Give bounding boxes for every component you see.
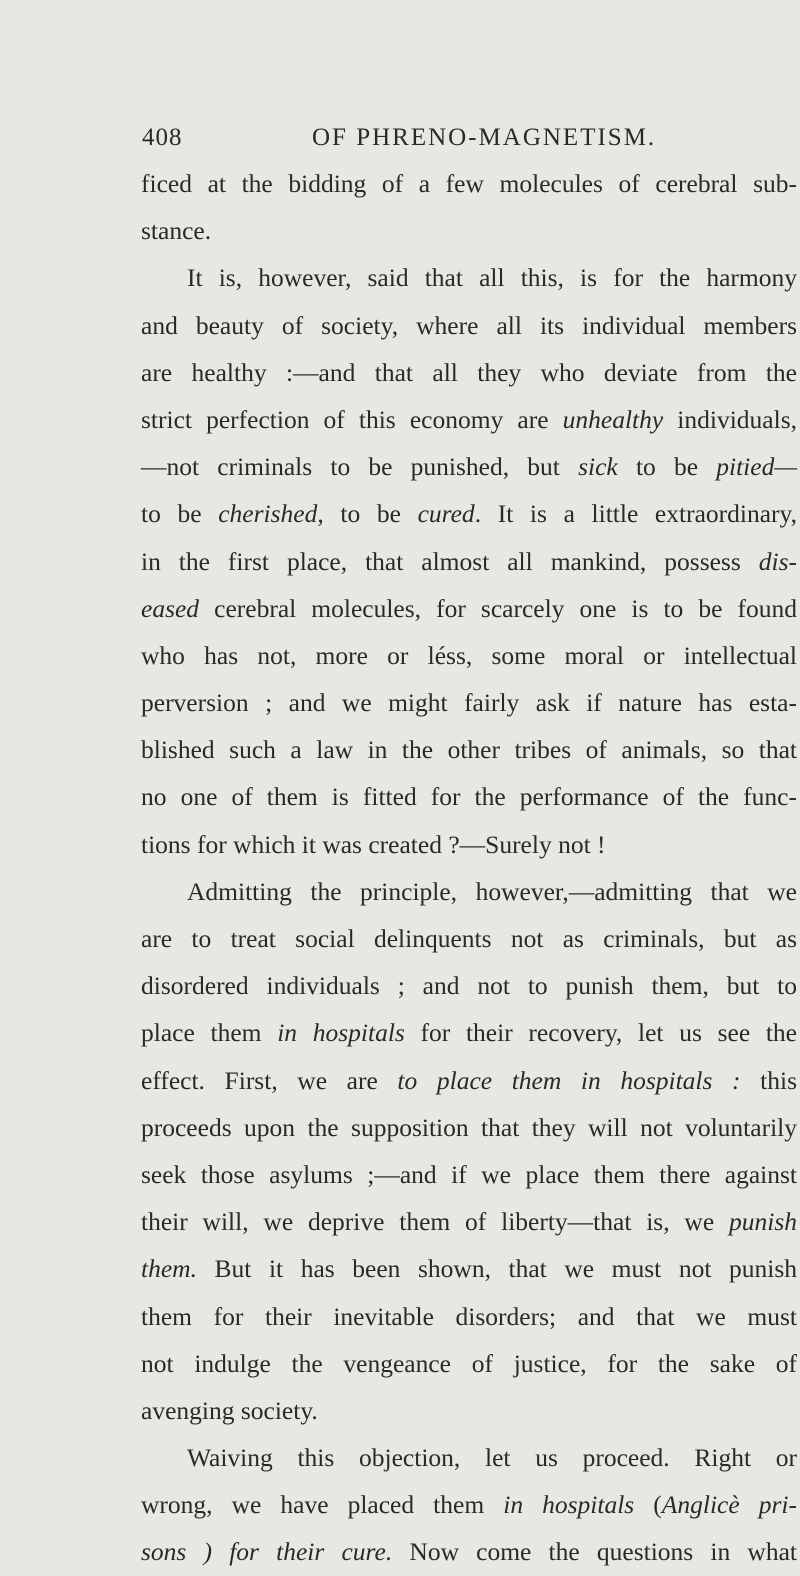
italic-text: punish <box>728 1207 797 1237</box>
text-segment: , to be <box>317 499 418 529</box>
text-line <box>141 1481 797 1528</box>
text-segment: not indulge the vengeance of justice, for the sake of <box>141 1348 797 1378</box>
text-line <box>141 632 797 679</box>
text-line <box>141 396 797 443</box>
text-line <box>141 585 797 632</box>
text-line <box>141 302 797 349</box>
text-segment: in the first place, that almost all mankind, possess <box>141 546 759 576</box>
text-line <box>141 443 797 490</box>
text-line <box>141 726 797 773</box>
italic-text: Anglicè pri- <box>661 1490 797 1520</box>
running-title: OF PHRENO-MAGNETISM. <box>312 124 657 151</box>
text-segment: strict perfection of this economy are <box>141 404 563 434</box>
italic-text: unhealthy <box>562 404 664 434</box>
text-line <box>141 349 797 396</box>
text-line <box>141 1151 797 1198</box>
text-segment: seek those asylums ;—and if we place them there against <box>141 1159 797 1189</box>
text-line <box>141 1198 797 1245</box>
text-line <box>141 915 797 962</box>
text-line <box>141 538 797 585</box>
text-line <box>141 1340 797 1387</box>
text-line <box>141 1057 797 1104</box>
text-segment: Now come the questions in what <box>392 1537 797 1567</box>
text-segment: for their recovery, let us see the <box>404 1018 797 1048</box>
text-segment: ( <box>634 1490 662 1520</box>
text-segment: to be <box>617 452 717 482</box>
text-segment: no one of them is fitted for the performance of the func- <box>141 782 797 812</box>
body-text <box>141 160 797 1576</box>
text-segment: are to treat social delinquents not as criminals, but as <box>141 924 797 953</box>
text-line <box>141 490 797 537</box>
text-segment: this <box>740 1065 797 1095</box>
italic-text: sick <box>578 452 618 482</box>
text-line <box>141 1104 797 1151</box>
page-number: 408 <box>142 124 183 151</box>
italic-text: dis- <box>758 546 797 576</box>
text-segment: them for their inevitable disorders; and that we must <box>141 1301 797 1331</box>
text-line <box>141 868 797 915</box>
italic-text: sons ) for their cure. <box>141 1537 393 1567</box>
text-line <box>141 1293 797 1340</box>
running-head <box>142 118 740 158</box>
text-segment: disordered individuals ; and not to punish them, but to <box>141 971 797 1001</box>
text-segment: are healthy :—and that all they who deviate from the <box>141 357 797 387</box>
text-segment: tions for which it was created ?—Surely not ! <box>141 829 606 859</box>
text-line <box>141 962 797 1009</box>
italic-text: in hospitals <box>277 1018 405 1048</box>
text-segment: Waiving this objection, let us proceed. Right or <box>187 1443 797 1473</box>
text-line <box>141 254 797 301</box>
text-segment: wrong, we have placed them <box>141 1490 504 1520</box>
italic-text: eased <box>141 593 200 623</box>
text-segment: proceeds upon the supposition that they will not voluntarily <box>141 1112 797 1142</box>
text-segment: to be <box>141 499 219 529</box>
text-line <box>141 1528 797 1575</box>
text-segment: who has not, more or léss, some moral or intellectual <box>141 640 797 670</box>
text-segment: perversion ; and we might fairly ask if nature has esta- <box>141 688 797 718</box>
text-segment: place them <box>141 1018 278 1048</box>
italic-text: to place them in hospitals : <box>397 1065 741 1095</box>
text-segment: their will, we deprive them of liberty—that is, we <box>141 1207 729 1237</box>
text-segment: —not criminals to be punished, but <box>141 452 579 482</box>
text-segment: avenging society. <box>141 1395 318 1425</box>
text-line <box>141 773 797 820</box>
text-line <box>141 1434 797 1481</box>
text-segment: It is, however, said that all this, is for the harmony <box>187 263 797 293</box>
text-line <box>141 821 797 868</box>
text-line <box>141 1387 797 1434</box>
text-segment: But it has been shown, that we must not punish <box>196 1254 797 1284</box>
text-segment: individuals, <box>663 404 797 434</box>
text-segment: and beauty of society, where all its individual members <box>141 310 797 340</box>
text-line <box>141 207 797 254</box>
text-line <box>141 160 797 207</box>
italic-text: them. <box>141 1254 197 1284</box>
italic-text: cherished <box>218 499 318 529</box>
text-segment: cerebral molecules, for scarcely one is to be found <box>199 593 797 623</box>
italic-text: pitied— <box>716 452 797 482</box>
text-line <box>141 1245 797 1292</box>
italic-text: cured <box>417 499 475 529</box>
italic-text: in hospitals <box>503 1490 635 1520</box>
text-segment: stance. <box>141 216 212 246</box>
text-segment: effect. First, we are <box>141 1065 398 1095</box>
text-segment: ficed at the bidding of a few molecules of cerebral sub- <box>141 169 797 198</box>
text-line <box>141 1009 797 1056</box>
text-segment: Admitting the principle, however,—admitting that we <box>187 876 797 906</box>
text-line <box>141 679 797 726</box>
text-segment: . It is a little extraordinary, <box>474 499 798 529</box>
text-segment: blished such a law in the other tribes of animals, so that <box>141 735 797 765</box>
